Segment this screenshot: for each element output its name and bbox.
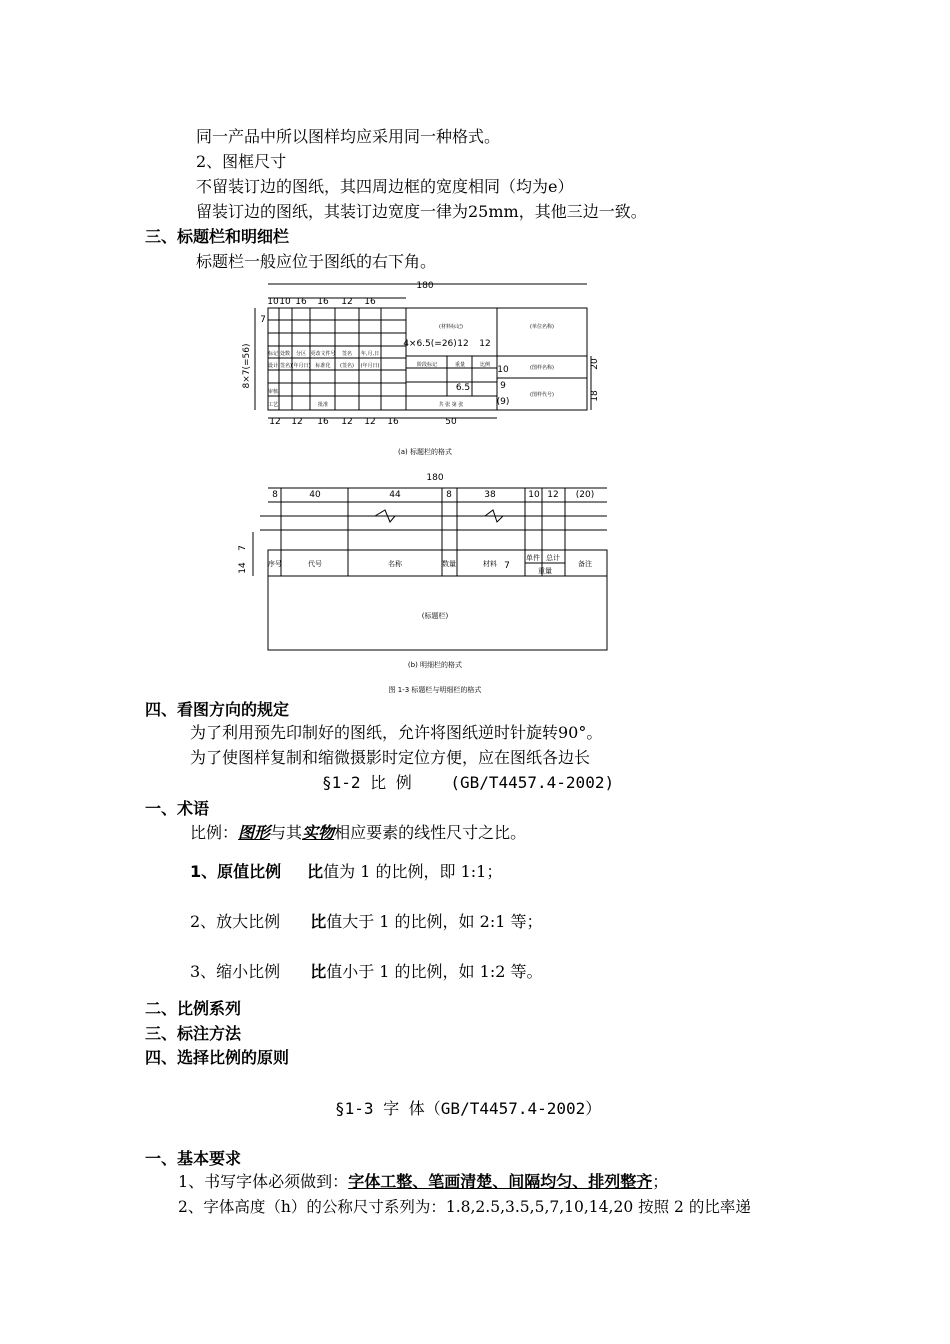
text-span: 2、放大比例: [190, 912, 281, 931]
text-span: 图形: [238, 823, 271, 842]
text-line: [178, 1172, 668, 1192]
cell-label: 比例: [479, 362, 491, 368]
dim-label: 12: [547, 490, 559, 500]
dim-label: 7: [504, 561, 510, 571]
section-heading: 四、看图方向的规定: [145, 700, 290, 719]
section-heading: 一、基本要求: [145, 1149, 242, 1168]
text-span: 比: [310, 912, 327, 931]
text-line: 不留装订边的图纸，其四周边框的宽度相同（均为e）: [196, 177, 574, 196]
dim-label: 18: [590, 390, 600, 402]
text-span: 比例：: [190, 823, 239, 842]
cell-label: (年月日): [360, 363, 380, 369]
text-span: 值大于 1 的比例，如 2:1 等；: [326, 912, 543, 931]
text-line: 同一产品中所以图样均应采用同一种格式。: [196, 127, 501, 146]
dim-label: 12: [457, 339, 469, 349]
text-line: 标题栏一般应位于图纸的右下角。: [196, 252, 437, 271]
dim-label: 12: [479, 339, 491, 349]
cell-label: (签名): [340, 363, 354, 369]
dim-label: 10: [279, 297, 291, 307]
ratio-item: [190, 862, 502, 882]
column-header: 重量: [538, 567, 552, 575]
dim-label: 50: [445, 417, 457, 427]
figure-caption: 图 1-3 标题栏与明细栏的格式: [388, 686, 482, 694]
dim-label: 40: [309, 490, 321, 500]
cell-label: 共 张 第 张: [438, 402, 464, 408]
section-heading: 一、术语: [145, 799, 210, 818]
cell-label: 重量: [454, 362, 466, 368]
cell-label: 标准化: [315, 363, 331, 369]
cell-label: 批准: [317, 402, 329, 408]
cell-label: 标记: [267, 351, 279, 357]
column-header: 名称: [388, 560, 402, 568]
text-line: 为了利用预先印制好的图纸，允许将图纸逆时针旋转90°。: [190, 723, 603, 742]
cell-label: (标题栏): [421, 612, 449, 620]
cell-label: 更改文件号: [310, 351, 336, 357]
dim-label: 14: [238, 562, 248, 574]
column-header: 备注: [578, 560, 592, 568]
dim-label: 7: [238, 545, 248, 551]
dim-label: 10: [497, 365, 509, 375]
cell-label: (签名): [278, 363, 292, 369]
cell-label: 工艺: [267, 402, 279, 408]
dim-label: 6.5: [455, 383, 471, 393]
text-span: 实物: [302, 823, 335, 842]
dim-label: 16: [295, 297, 307, 307]
text-line: 留装订边的图纸，其装订边宽度一律为25mm，其他三边一致。: [196, 202, 647, 221]
column-header: 总计: [546, 554, 560, 562]
text-line: 2、字体高度（h）的公称尺寸系列为：1.8,2.5,3.5,5,7,10,14,20 按照 2 的比率递: [178, 1198, 751, 1216]
text-span: 1、原值比例: [190, 862, 282, 881]
ratio-item: [190, 912, 542, 932]
section-title: §1-2 比 例 (GB/T4457.4-2002): [322, 773, 615, 792]
dim-label: 12: [291, 417, 303, 427]
text-span: 与其: [270, 823, 303, 842]
text-span: 比: [307, 862, 324, 881]
dim-label: 8: [446, 490, 452, 500]
text-span: 1、书写字体必须做到：: [178, 1172, 349, 1191]
dim-label: 10: [528, 490, 540, 500]
cell-label: 处数: [279, 351, 291, 357]
cell-label: (单位名称): [530, 324, 554, 330]
dim-label: 16: [317, 297, 329, 307]
text-span: 比: [310, 962, 327, 981]
section-heading: 四、选择比例的原则: [145, 1048, 290, 1067]
figure-caption: (b) 明细栏的格式: [407, 661, 463, 669]
figure-caption: (a) 标题栏的格式: [398, 448, 452, 456]
dim-label: 12: [341, 417, 353, 427]
dim-label: 4×6.5(=26): [403, 339, 457, 349]
dim-label: (9): [496, 397, 510, 407]
dim-label: 44: [389, 490, 401, 500]
cell-label: 设计: [267, 363, 279, 369]
dim-label: 16: [387, 417, 399, 427]
dim-label: 20: [590, 358, 600, 370]
text-span: 值小于 1 的比例，如 1:2 等。: [326, 962, 543, 981]
dim-label: 16: [317, 417, 329, 427]
cell-label: 签名: [341, 351, 353, 357]
text-span: ；: [652, 1172, 669, 1191]
dim-label: 8: [272, 490, 278, 500]
dim-label: 10: [267, 297, 279, 307]
text-span: 字体工整、笔画清楚、间隔均匀、排列整齐: [348, 1172, 653, 1191]
text-line: 为了使图样复制和缩微摄影时定位方便，应在图纸各边长: [190, 748, 591, 767]
cell-label: 分区: [295, 351, 307, 357]
figure-title-block: [235, 278, 655, 698]
column-header: 材料: [483, 560, 497, 568]
column-header: 单件: [526, 554, 540, 562]
section-title: §1-3 字 体（GB/T4457.4-2002）: [335, 1099, 602, 1118]
cell-label: (图样代号): [530, 392, 554, 398]
dim-label: 12: [341, 297, 353, 307]
column-header: 代号: [308, 560, 322, 568]
cell-label: (材料标记): [439, 324, 463, 330]
cell-label: 审核: [267, 389, 279, 395]
dim-label: 16: [364, 297, 376, 307]
dim-label: 7: [260, 315, 266, 325]
dim-label: 38: [484, 490, 496, 500]
section-heading: 三、标注方法: [145, 1024, 242, 1043]
ratio-item: [190, 962, 542, 982]
cell-label: (图样名称): [530, 365, 554, 371]
ratio-definition: [190, 823, 526, 843]
section-heading: 二、比例系列: [145, 999, 242, 1018]
column-header: 序号: [268, 560, 282, 568]
text-span: 相应要素的线性尺寸之比。: [334, 823, 527, 842]
dim-label: (20): [575, 490, 595, 500]
text-span: 值为 1 的比例，即 1:1；: [323, 862, 503, 881]
cell-label: 年,月,日: [360, 351, 380, 357]
dim-label: 12: [364, 417, 376, 427]
cell-label: (年月日): [291, 363, 311, 369]
dim-label: 180: [426, 473, 444, 483]
dim-label: 12: [269, 417, 281, 427]
dim-label: 180: [416, 281, 434, 291]
text-span: 3、缩小比例: [190, 962, 281, 981]
column-header: 数量: [442, 560, 456, 568]
section-heading: 三、标题栏和明细栏: [145, 227, 290, 246]
cell-label: 阶段标记: [416, 362, 438, 368]
text-line: 2、图框尺寸: [196, 152, 287, 171]
dim-label: 8×7(=56): [242, 343, 252, 389]
dim-label: 9: [500, 381, 506, 391]
